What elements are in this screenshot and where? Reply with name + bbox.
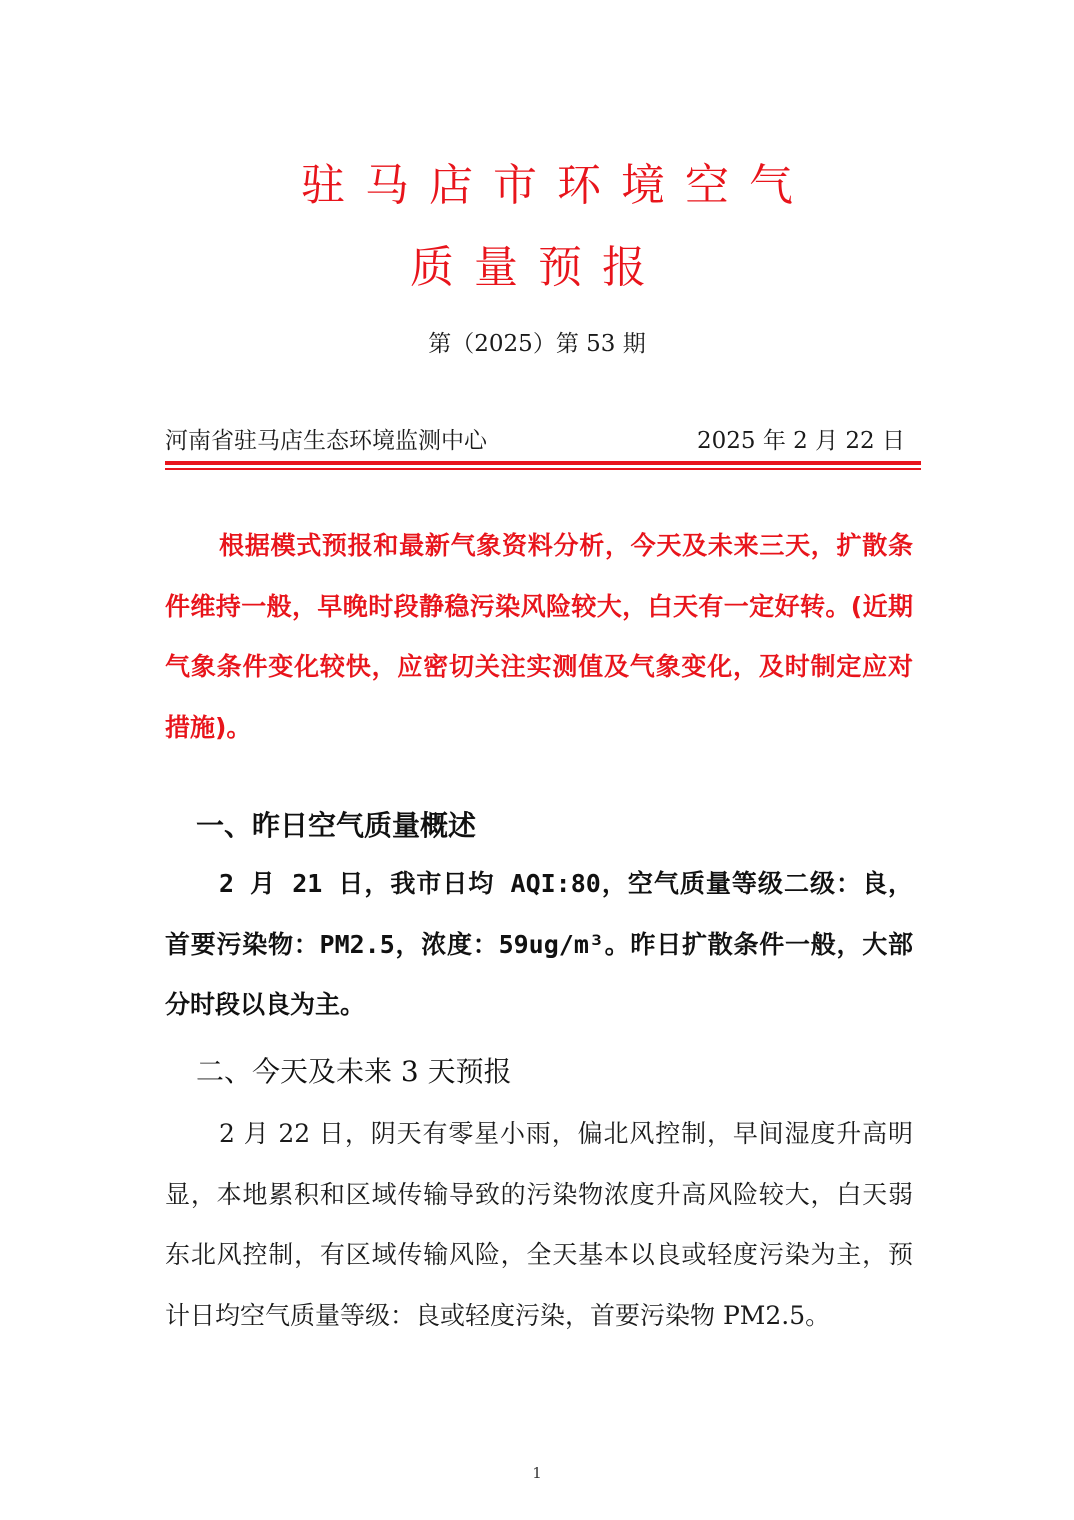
forecast-summary: 根据模式预报和最新气象资料分析，今天及未来三天，扩散条件维持一般，早晚时段静稳污染风险较大，白天有一定好转。(近期气象条件变化较快，应密切关注实测值及气象变化，及时制定应对措施)。 — [165, 531, 913, 742]
section-body-yesterday: 2 月 21 日，我市日均 AQI:80，空气质量等级二级：良，首要污染物：PM2.5，浓度：59ug/m³。昨日扩散条件一般，大部分时段以良为主。 — [165, 869, 913, 1019]
section-heading-yesterday: 一、昨日空气质量概述 — [196, 809, 477, 842]
issue-number: 第（2025）第 53 期 — [428, 331, 646, 357]
document-title-line-1: 驻马店市环境空气 — [301, 160, 813, 211]
document-title-line-2: 质量预报 — [410, 242, 666, 293]
issuing-organization: 河南省驻马店生态环境监测中心 — [165, 428, 487, 454]
issue-date: 2025 年 2 月 22 日 — [697, 428, 905, 454]
page-number: 1 — [532, 1464, 542, 1482]
section-body-forecast: 2 月 22 日，阴天有零星小雨，偏北风控制，早间湿度升高明显，本地累积和区域传输导致的污染物浓度升高风险较大，白天弱东北风控制，有区域传输风险，全天基本以良或轻度污染为主，预计日均空气质量等级：良或轻度污染，首要污染物 PM2.5。 — [165, 1119, 913, 1330]
header-divider-thick — [165, 461, 921, 465]
section-heading-forecast: 二、今天及未来 3 天预报 — [196, 1055, 512, 1088]
header-divider-thin — [165, 468, 921, 470]
